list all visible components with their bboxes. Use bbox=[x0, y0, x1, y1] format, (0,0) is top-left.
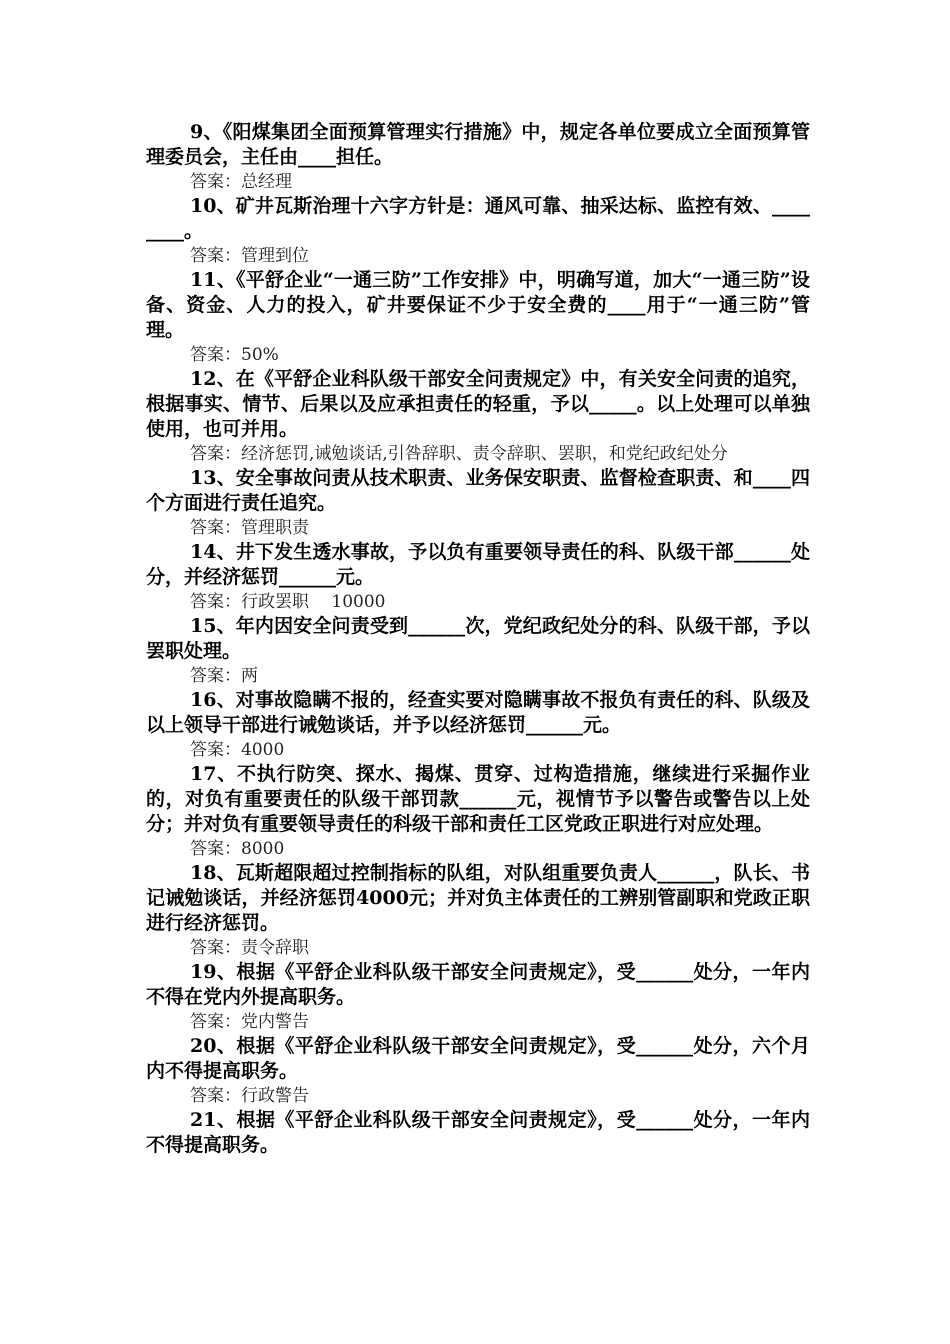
answer-20: 答案：行政警告 bbox=[190, 1086, 309, 1106]
document-page bbox=[146, 120, 810, 1158]
answer-16: 答案：4000 bbox=[190, 740, 285, 760]
answer-14: 答案：行政罢职 10000 bbox=[190, 592, 386, 612]
answer-17: 答案：8000 bbox=[190, 839, 285, 859]
answer-19: 答案：党内警告 bbox=[190, 1012, 309, 1032]
question-21: 21、根据《平舒企业科队级干部安全问责规定》，受______处分，一年内不得提高职务。 bbox=[146, 1109, 810, 1156]
answer-10: 答案：管理到位 bbox=[190, 246, 309, 266]
answer-11: 答案：50% bbox=[190, 345, 279, 365]
answer-9: 答案：总经理 bbox=[190, 172, 292, 192]
question-17: 17、不执行防突、探水、揭煤、贯穿、过构造措施，继续进行采掘作业的，对负有重要责任的队级干部罚款______元，视情节予以警告或警告以上处分；并对负有重要领导责任的科级干部和责任工区党政正职进行对应处理。 bbox=[146, 763, 810, 835]
answer-15: 答案：两 bbox=[190, 666, 258, 686]
question-19: 19、根据《平舒企业科队级干部安全问责规定》，受______处分，一年内不得在党内外提高职务。 bbox=[146, 961, 810, 1008]
question-15: 15、年内因安全问责受到______次，党纪政纪处分的科、队级干部，予以罢职处理。 bbox=[146, 615, 810, 662]
question-12: 12、在《平舒企业科队级干部安全问责规定》中，有关安全问责的追究，根据事实、情节、后果以及应承担责任的轻重，予以_____。以上处理可以单独使用，也可并用。 bbox=[146, 368, 810, 440]
question-20: 20、根据《平舒企业科队级干部安全问责规定》，受______处分，六个月内不得提高职务。 bbox=[146, 1035, 810, 1082]
question-9: 9、《阳煤集团全面预算管理实行措施》中，规定各单位要成立全面预算管理委员会，主任由____担任。 bbox=[146, 121, 810, 168]
question-10: 10、矿井瓦斯治理十六字方针是：通风可靠、抽采达标、监控有效、________。 bbox=[146, 195, 810, 242]
question-11: 11、《平舒企业“一通三防”工作安排》中，明确写道，加大“一通三防”设备、资金、人力的投入，矿井要保证不少于安全费的____用于“一通三防”管理。 bbox=[146, 269, 810, 341]
answer-12: 答案：经济惩罚,诫勉谈话,引咎辞职、责令辞职、罢职，和党纪政纪处分 bbox=[190, 444, 728, 464]
question-18: 18、瓦斯超限超过控制指标的队组，对队组重要负责人______，队长、书记诫勉谈话，并经济惩罚4000元；并对负主体责任的工辨别管副职和党政正职进行经济惩罚。 bbox=[146, 862, 810, 934]
answer-13: 答案：管理职责 bbox=[190, 518, 309, 538]
answer-18: 答案：责令辞职 bbox=[190, 938, 309, 958]
question-13: 13、安全事故问责从技术职责、业务保安职责、监督检查职责、和____四个方面进行责任追究。 bbox=[146, 467, 810, 514]
question-14: 14、井下发生透水事故，予以负有重要领导责任的科、队级干部______处分，并经济惩罚______元。 bbox=[146, 541, 810, 588]
question-16: 16、对事故隐瞒不报的，经查实要对隐瞒事故不报负有责任的科、队级及以上领导干部进行诫勉谈话，并予以经济惩罚______元。 bbox=[146, 689, 810, 736]
